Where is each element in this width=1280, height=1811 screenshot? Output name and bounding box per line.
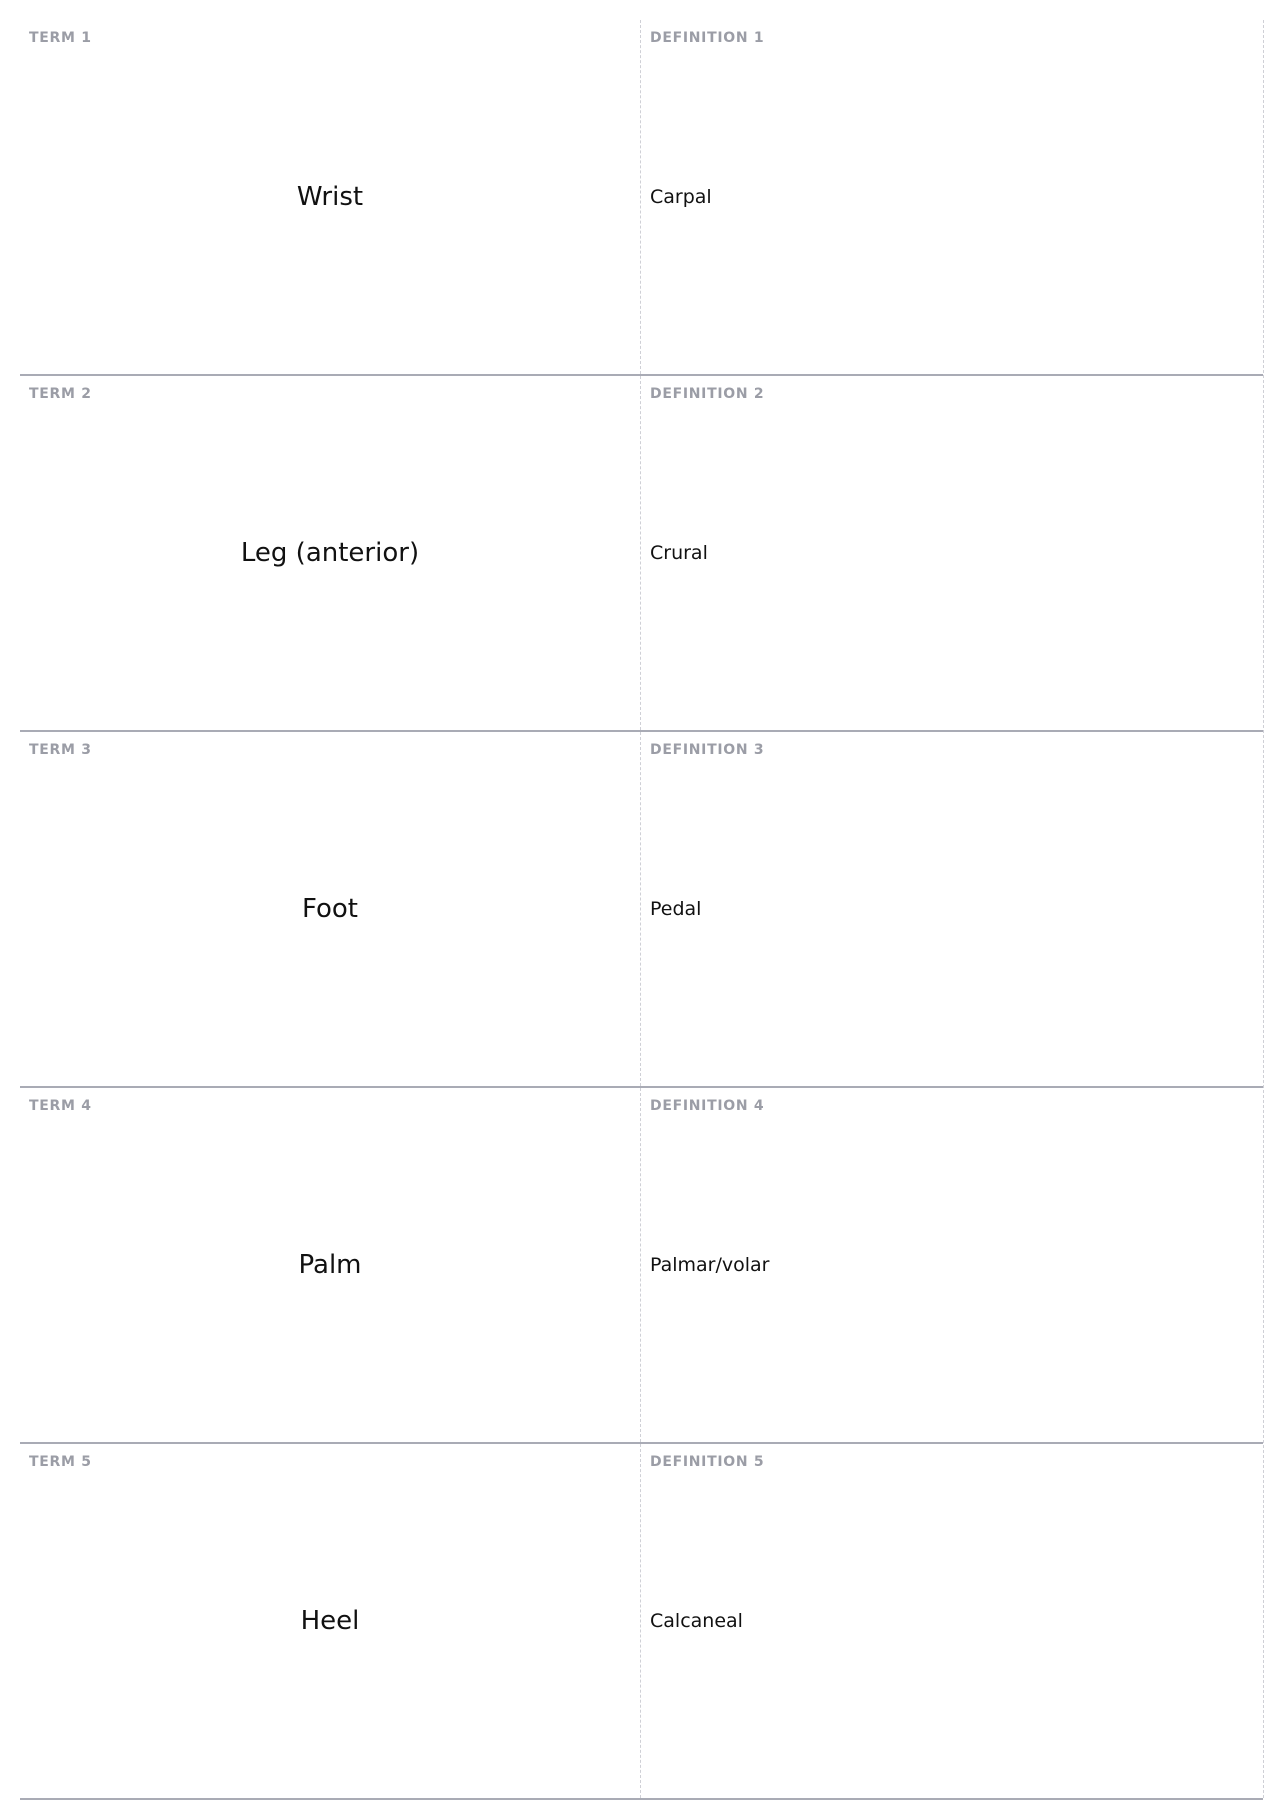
term-label: TERM 4 (29, 1098, 92, 1114)
definition-cell (641, 376, 1263, 730)
term-label: TERM 5 (29, 1454, 92, 1470)
flashcard-row (20, 20, 1263, 376)
term-cell (20, 1088, 641, 1442)
term-cell (20, 1444, 641, 1798)
definition-text: Palmar/volar (650, 1254, 770, 1276)
term-cell (20, 376, 641, 730)
definition-label: DEFINITION 4 (650, 1098, 765, 1114)
definition-cell (641, 732, 1263, 1086)
flashcard-sheet (20, 20, 1264, 1798)
definition-cell (641, 20, 1263, 374)
definition-text: Calcaneal (650, 1610, 743, 1632)
definition-text: Pedal (650, 898, 702, 920)
flashcard-row (20, 1444, 1263, 1800)
term-cell (20, 20, 641, 374)
flashcard-row (20, 376, 1263, 732)
definition-label: DEFINITION 5 (650, 1454, 765, 1470)
term-label: TERM 1 (29, 30, 92, 46)
term-text: Wrist (296, 182, 364, 212)
definition-label: DEFINITION 2 (650, 386, 765, 402)
definition-text: Carpal (650, 186, 712, 208)
definition-text: Crural (650, 542, 708, 564)
definition-label: DEFINITION 1 (650, 30, 765, 46)
definition-cell (641, 1088, 1263, 1442)
flashcard-row (20, 1088, 1263, 1444)
definition-label: DEFINITION 3 (650, 742, 765, 758)
term-text: Palm (298, 1250, 362, 1280)
term-text: Heel (300, 1606, 360, 1636)
flashcard-row (20, 732, 1263, 1088)
definition-cell (641, 1444, 1263, 1798)
term-label: TERM 3 (29, 742, 92, 758)
term-label: TERM 2 (29, 386, 92, 402)
term-cell (20, 732, 641, 1086)
term-text: Foot (301, 894, 359, 924)
term-text: Leg (anterior) (240, 538, 420, 568)
